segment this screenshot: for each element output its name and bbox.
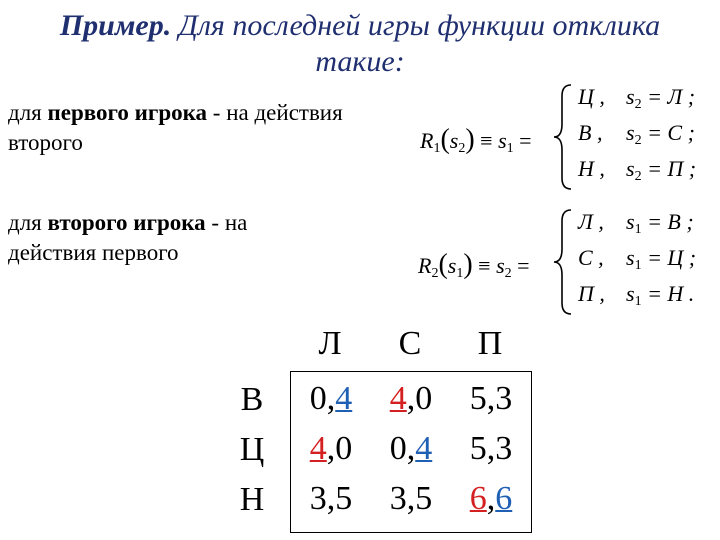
- payoff-separator: ,: [486, 480, 496, 517]
- f2-Rsub: 2: [431, 266, 439, 281]
- payoff-player1: 6: [469, 480, 487, 517]
- f1-equiv: ≡: [480, 128, 493, 153]
- payoff-player2: 0: [415, 380, 433, 417]
- payoff-matrix: [220, 325, 540, 535]
- p2-bold: второго игрока: [47, 210, 206, 235]
- f1-open: (: [440, 124, 450, 155]
- formula2-cond-sub: 1: [634, 258, 642, 273]
- formula1-condition: [626, 156, 696, 185]
- formula2-condition: [626, 245, 696, 274]
- payoff-separator: ,: [326, 430, 336, 467]
- matrix-cell: [451, 380, 531, 418]
- matrix-cell: [371, 430, 451, 468]
- f1-s2: s: [498, 128, 507, 153]
- matrix-cell: [451, 430, 531, 468]
- matrix-column-header: П: [477, 325, 503, 362]
- f1-Rsub: 1: [433, 141, 441, 156]
- title-lead: Пример.: [59, 9, 172, 42]
- formula2-condition: [626, 209, 694, 238]
- formula1-cond-s: s: [626, 84, 635, 109]
- payoff-player1: 0: [389, 430, 407, 467]
- f2-equiv: ≡: [478, 253, 491, 278]
- payoff-player2: 6: [495, 480, 513, 517]
- payoff-separator: ,: [326, 480, 336, 517]
- formula2-cond-rest: = В ;: [641, 209, 694, 234]
- p1-bold: первого игрока: [47, 100, 208, 125]
- payoff-player1: 4: [309, 430, 327, 467]
- formula2-rows: [578, 207, 718, 319]
- formula1-action: В ,: [578, 120, 603, 145]
- formula1-condition: [626, 84, 695, 113]
- f2-eq: =: [517, 253, 530, 278]
- payoff-player2: 4: [335, 380, 353, 417]
- formula1-condition: [626, 120, 695, 149]
- matrix-cell: [371, 380, 451, 418]
- matrix-row-header: Ц: [239, 431, 265, 468]
- formula2-cond-rest: = Ц ;: [641, 245, 697, 270]
- matrix-row-header: Н: [239, 481, 265, 518]
- matrix-row-header: В: [240, 381, 264, 418]
- f2-s: s: [447, 253, 457, 278]
- f2-open: (: [438, 249, 448, 280]
- formula2-brace: [552, 207, 574, 317]
- response-function-1: [420, 82, 720, 192]
- payoff-player1: 5: [469, 380, 487, 417]
- slide-title: [20, 8, 700, 80]
- formula1-cond-rest: = С ;: [641, 120, 695, 145]
- formula1-cond-rest: = Л ;: [641, 84, 696, 109]
- matrix-column-header: Л: [318, 325, 342, 362]
- payoff-player1: 4: [389, 380, 407, 417]
- f1-ssub: 2: [458, 141, 466, 156]
- formula1-action: Ц ,: [578, 84, 605, 109]
- f2-close: ): [463, 249, 473, 280]
- formula2-cond-s: s: [626, 245, 635, 270]
- p1-pre: для: [8, 100, 48, 125]
- f2-R: R: [418, 253, 432, 278]
- payoff-player2: 5: [335, 480, 353, 517]
- payoff-player1: 5: [469, 430, 487, 467]
- formula1-cond-rest: = П ;: [641, 156, 697, 181]
- formula1-lhs: [420, 124, 532, 157]
- f1-close: ): [465, 124, 475, 155]
- payoff-player2: 3: [495, 380, 513, 417]
- matrix-grid: [290, 371, 532, 533]
- payoff-separator: ,: [486, 430, 496, 467]
- payoff-player2: 3: [495, 430, 513, 467]
- formula1-rows: [578, 82, 718, 192]
- formula2-cond-s: s: [626, 281, 635, 306]
- f2-s2: s: [496, 253, 505, 278]
- f1-s: s: [449, 128, 459, 153]
- formula2-cond-s: s: [626, 209, 635, 234]
- formula2-action: П ,: [578, 281, 605, 306]
- matrix-cell: [371, 480, 451, 518]
- matrix-cell: [291, 380, 371, 418]
- formula1-action: Н ,: [578, 156, 605, 181]
- formula1-cond-sub: 2: [634, 133, 642, 148]
- payoff-separator: ,: [406, 430, 416, 467]
- matrix-column-header: С: [398, 325, 422, 362]
- formula1-cond-sub: 2: [634, 97, 642, 112]
- f1-s2sub: 1: [506, 141, 514, 156]
- payoff-separator: ,: [406, 380, 416, 417]
- formula2-cond-sub: 1: [634, 294, 642, 309]
- f2-ssub: 1: [456, 266, 464, 281]
- p2-pre: для: [8, 210, 48, 235]
- formula1-brace: [552, 82, 574, 192]
- formula2-action: Л ,: [578, 209, 604, 234]
- title-rest: Для последней игры функции отклика такие:: [178, 9, 661, 78]
- payoff-player2: 4: [415, 430, 433, 467]
- matrix-cell: [291, 480, 371, 518]
- payoff-player1: 3: [389, 480, 407, 517]
- matrix-cell: [291, 430, 371, 468]
- payoff-player2: 0: [335, 430, 353, 467]
- first-player-text: [8, 98, 418, 158]
- payoff-player2: 5: [415, 480, 433, 517]
- payoff-player1: 0: [309, 380, 327, 417]
- p1-post: - на действия второго: [8, 100, 343, 155]
- f2-s2sub: 2: [504, 266, 512, 281]
- formula1-cond-s: s: [626, 120, 635, 145]
- formula1-cond-s: s: [626, 156, 635, 181]
- formula2-lhs: [418, 249, 530, 282]
- f1-eq: =: [519, 128, 532, 153]
- formula2-condition: [626, 281, 694, 310]
- payoff-separator: ,: [406, 480, 416, 517]
- formula2-cond-sub: 1: [634, 222, 642, 237]
- matrix-cell: [451, 480, 531, 518]
- second-player-text: [8, 208, 308, 268]
- formula2-cond-rest: = Н .: [641, 281, 695, 306]
- f1-R: R: [420, 128, 434, 153]
- formula1-cond-sub: 2: [634, 169, 642, 184]
- payoff-separator: ,: [326, 380, 336, 417]
- response-function-2: [418, 205, 718, 320]
- payoff-player1: 3: [309, 480, 327, 517]
- payoff-separator: ,: [486, 380, 496, 417]
- p2-post: - на действия первого: [8, 210, 248, 265]
- formula2-action: С ,: [578, 245, 604, 270]
